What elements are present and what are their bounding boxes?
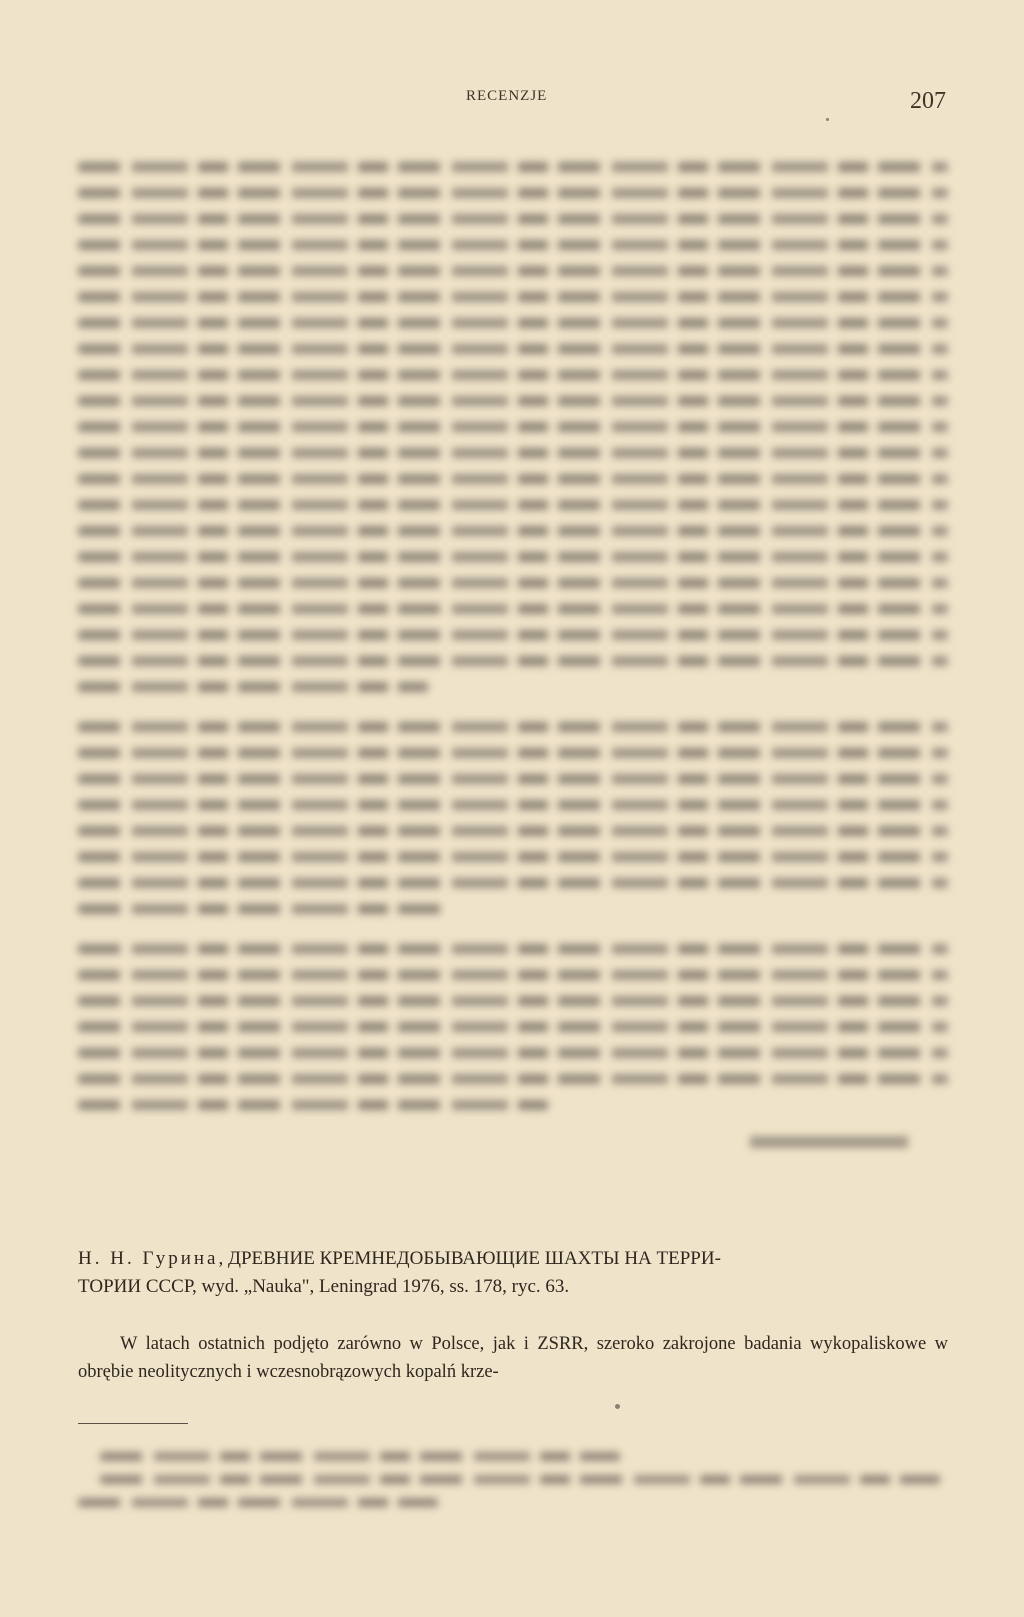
review-citation: Н. Н. Гурина, ДРЕВНИЕ КРЕМНЕДОБЫВАЮЩИЕ ШАХТЫ НА ТЕРРИ- ТОРИИ СССР, wyd. „Nauka", Leningrad 1976, ss. 178, ryc. 63. [78,1248,721,1297]
citation-author: Н. Н. Гурина [78,1248,219,1269]
blurred-signature [750,1136,908,1148]
citation-title-part2: ТОРИИ СССР [78,1276,193,1297]
paper-speck [826,118,829,121]
page-number: 207 [910,88,946,114]
running-head: RECENZJE [466,88,548,104]
blurred-review-text [78,162,948,1126]
paper-speck [615,1404,620,1409]
footnote-rule [78,1423,188,1424]
citation-title-part1: ДРЕВНИЕ КРЕМНЕДОБЫВАЮЩИЕ ШАХТЫ НА ТЕРРИ- [227,1248,721,1269]
intro-paragraph-text: W latach ostatnich podjęto zarówno w Polsce, jak i ZSRR, szeroko zakrojone badania wykopaliskowe w obrębie neolitycznych i wczesnobrązowych kopalń krze- [78,1334,948,1382]
blurred-footnotes [100,1452,940,1521]
citation-publication: wyd. „Nauka", Leningrad 1976, ss. 178, ryc. 63. [201,1276,570,1297]
intro-paragraph [78,1330,948,1386]
